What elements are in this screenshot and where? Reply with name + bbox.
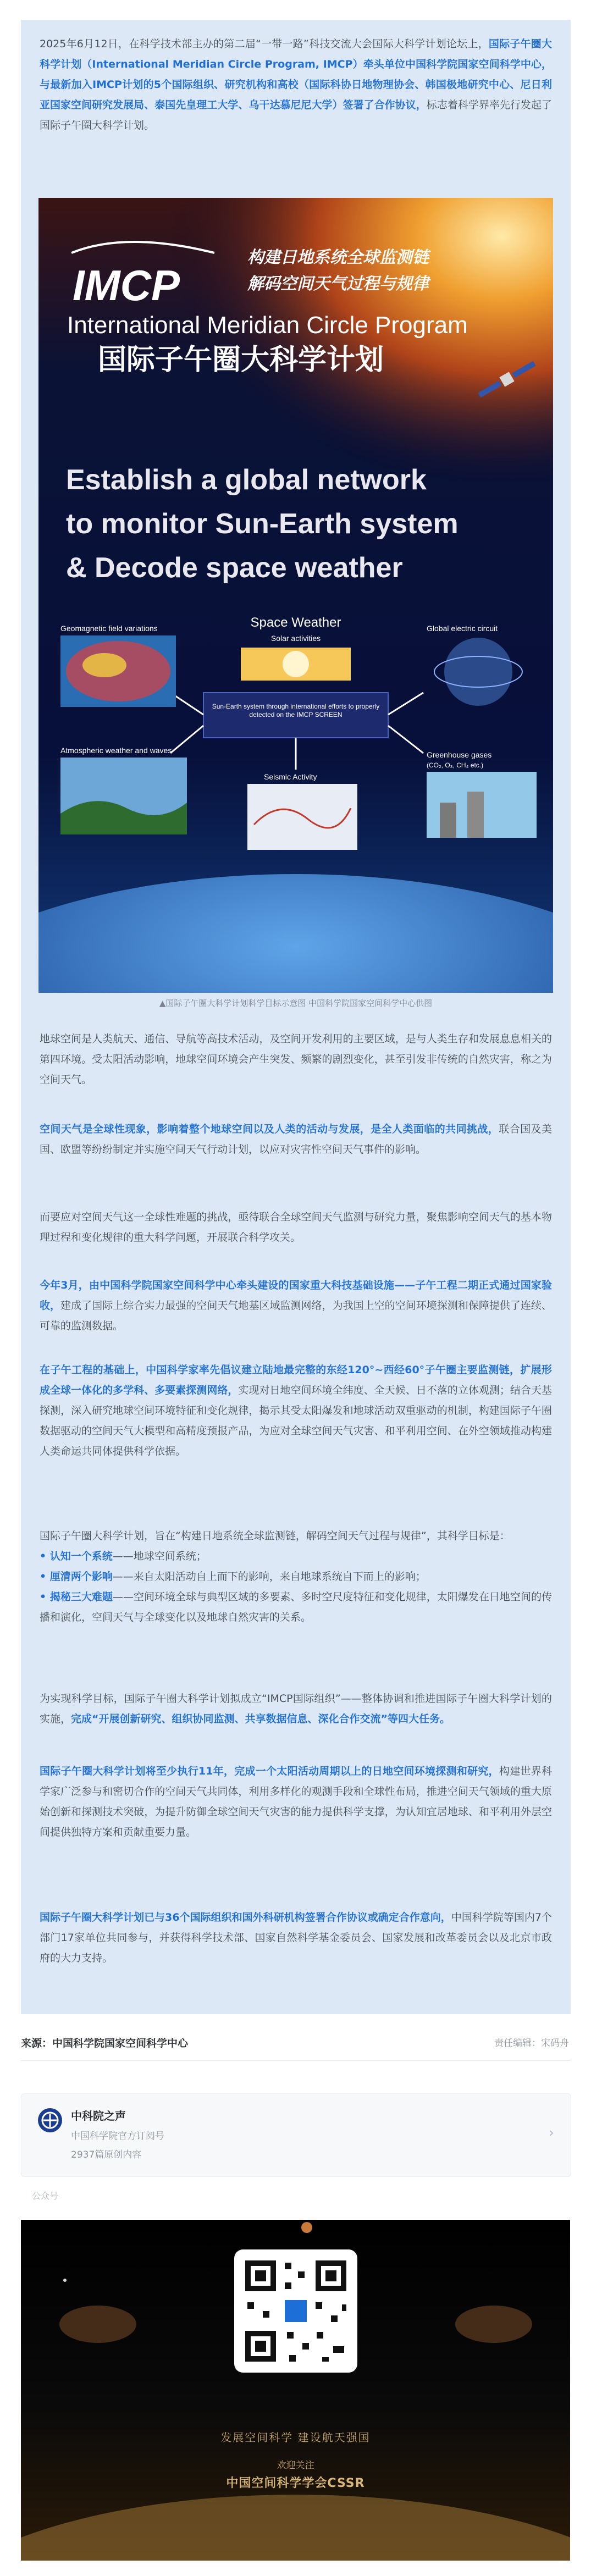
account-tag: 公众号 xyxy=(32,2191,59,2201)
body-text: 构建世界科学家广泛参与和密切合作的空间天气共同体，利用多样化的观测手段和全球性布局，推进空间天气领域的重大原始创新和探测技术突破，为提升防御全球空间天气灾害的能力提供科学支撑，为认知宜居地球、和平利用外层空间提供独特方案和贡献重要力量。 xyxy=(40,1765,552,1838)
center-box-text: Sun-Earth system through international efforts to properly detected on the IMCP SCREEN xyxy=(212,703,380,718)
body-text: 地球空间是人类航天、通信、导航等高技术活动，及空间开发利用的主要区域，是与人类生存和发展息息相关的第四环境。受太阳活动影响，地球空间环境会产生突发、频繁的剧烈变化，甚至引发非传统的自然灾害，称之为空间天气。 xyxy=(40,1033,552,1086)
highlighted-text: 今年3月，由中国科学院国家空间科学中心牵头建设的国家重大科技基础设施——子午工程二期正式通过国家验收， xyxy=(40,1279,552,1312)
body-text: 2025年6月12日，在科学技术部主办的第二届“一带一路”科技交流大会国际大科学计划论坛上， xyxy=(40,38,489,50)
slogan-line-1: Establish a global network xyxy=(66,464,427,496)
paragraph xyxy=(40,1207,552,1248)
highlighted-text: 国际子午圈大科学计划已与36个国际组织和国外科研机构签署合作协议或确定合作意向， xyxy=(40,1911,451,1923)
article-source: 来源：中国科学院国家空间科学中心 xyxy=(21,2037,189,2049)
body-text: 建成了国际上综合实力最强的空间天气地基区域监测网络，为我国上空的空间环境探测和保障提供了连续、可靠的监测数据。 xyxy=(40,1300,552,1332)
paragraph xyxy=(40,1526,552,1628)
body-text: 标志着科学界率先行发起了国际子午圈大科学计划。 xyxy=(40,99,552,131)
image-caption: ▲国际子午圈大科学计划科学目标示意图 中国科学院国家空间科学中心供图 xyxy=(159,998,433,1008)
body-text: ——来自太阳活动自上而下的影响，来自地球系统自下而上的影响； xyxy=(112,1571,426,1583)
qr-code xyxy=(234,2249,357,2373)
paragraph xyxy=(40,1761,552,1843)
account-name: 中科院之声 xyxy=(71,2109,126,2122)
program-name-cn: 国际子午圈大科学计划 xyxy=(98,344,384,377)
paragraph xyxy=(40,1119,552,1160)
tagline-1: 构建日地系统全球监测链 xyxy=(247,248,429,267)
slogan-line-2: to monitor Sun-Earth system xyxy=(66,508,459,540)
body-text: ——地球空间系统； xyxy=(112,1550,207,1562)
imcp-logo-text: IMCP xyxy=(73,261,180,309)
footer-organization: 中国空间科学学会CSSR xyxy=(226,2477,365,2490)
program-name-en: International Meridian Circle Program xyxy=(67,312,468,339)
panel-atmosphere-label: Atmospheric weather and waves xyxy=(60,746,172,755)
highlighted-text: 空间天气是全球性现象，影响着整个地球空间以及人类的活动与发展，是全人类面临的共同挑战， xyxy=(40,1123,499,1135)
divider xyxy=(21,2060,570,2061)
paragraph xyxy=(40,1908,552,1969)
paragraph xyxy=(40,1689,552,1729)
footer-welcome: 欢迎关注 xyxy=(277,2460,314,2471)
body-text: 而要应对空间天气这一全球性难题的挑战，亟待联合全球空间天气监测与研究力量，聚焦影响空间天气的基本物理过程和变化规律的重大科学问题，开展联合科学攻关。 xyxy=(40,1211,552,1243)
solar-activities-label: Solar activities xyxy=(270,634,321,643)
imcp-poster-image xyxy=(38,198,553,993)
tagline-2: 解码空间天气过程与规律 xyxy=(247,274,429,294)
follow-banner-image xyxy=(21,2220,570,2561)
body-text: 国际子午圈大科学计划，旨在“构建日地系统全球监测链，解码空间天气过程与规律”，其科学目标是： xyxy=(40,1530,510,1542)
paragraph xyxy=(40,1360,552,1462)
paragraph xyxy=(40,1029,552,1090)
account-description: 中国科学院官方订阅号 xyxy=(71,2131,164,2142)
panel-greenhouse-label: Greenhouse gases xyxy=(427,750,492,759)
body-text: 中国科学院等国内7个部门17家单位共同参与，并获得科学技术部、国家自然科学基金委员会、国家发展和改革委员会以及北京市政府的大力支持。 xyxy=(40,1911,552,1964)
panel-greenhouse-sub: (CO₂, O₃, CH₄ etc.) xyxy=(427,761,484,769)
body-text: 联合国及美国、欧盟等纷纷制定并实施空间天气行动计划，以应对灾害性空间天气事件的影响。 xyxy=(40,1123,552,1156)
responsible-editor: 责任编辑：宋码舟 xyxy=(494,2038,569,2049)
article-card xyxy=(21,20,571,2014)
body-text: 为实现科学目标，国际子午圈大科学计划拟成立“IMCP国际组织”——整体协调和推进国际子午圈大科学计划的实施， xyxy=(40,1693,552,1725)
highlighted-text: 在子午工程的基础上，中国科学家率先倡议建立陆地最完整的东经120°~西经60°子午圈主要监测链，扩展形成全球一体化的多学科、多要素探测网络， xyxy=(40,1364,552,1396)
original-count: 2937篇原创内容 xyxy=(71,2149,142,2160)
slogan-line-3: & Decode space weather xyxy=(66,552,403,584)
highlighted-text: 国际子午圈大科学计划（International Meridian Circle Program, IMCP）牵头单位中国科学院国家空间科学中心，与最新加入IMCP计划的5个国际组织、研究机构和高校（国际科协日地物理协会、韩国极地研究中心、尼日利亚国家空间研究发展局、泰国先皇理工大学、乌干达慕尼尼大学）签署了合作协议， xyxy=(40,38,552,111)
panel-electric-label: Global electric circuit xyxy=(427,624,498,633)
body-text: ——空间环境全球与典型区域的多要素、多时空尺度特征和变化规律，太阳爆发在日地空间的传播和演化，空间天气与全球变化以及地球自然灾害的关系。 xyxy=(40,1591,552,1623)
space-weather-label: Space Weather xyxy=(250,615,341,630)
highlighted-text: • 认知一个系统 xyxy=(40,1550,113,1562)
footer-slogan: 发展空间科学 建设航天强国 xyxy=(220,2431,371,2444)
paragraph xyxy=(40,1275,552,1336)
official-account-card[interactable] xyxy=(21,2093,571,2177)
highlighted-text: • 揭秘三大难题 xyxy=(40,1591,113,1603)
panel-geomagnetic-label: Geomagnetic field variations xyxy=(60,624,158,633)
body-text: 实现对日地空间环境全纬度、全天候、日不落的立体观测；结合天基探测，深入研究地球空间环境特征和变化规律，揭示其受太阳爆发和地球活动双重驱动的机制，构建国际子午圈数据驱动的空间天气大模型和高精度预报产品，为应对全球空间天气灾害、和平利用空间、在外空领域推动构建人类命运共同体提供科学依据。 xyxy=(40,1384,552,1457)
chevron-right-icon: › xyxy=(548,2125,554,2141)
paragraph xyxy=(40,34,552,136)
panel-seismic-label: Seismic Activity xyxy=(264,772,317,781)
highlighted-text: 国际子午圈大科学计划将至少执行11年，完成一个太阳活动周期以上的日地空间环境探测和研究， xyxy=(40,1765,499,1777)
avatar xyxy=(38,2108,62,2132)
highlighted-text: 完成“开展创新研究、组织协同监测、共享数据信息、深化合作交流”等四大任务。 xyxy=(71,1713,450,1725)
highlighted-text: • 厘清两个影响 xyxy=(40,1571,113,1583)
